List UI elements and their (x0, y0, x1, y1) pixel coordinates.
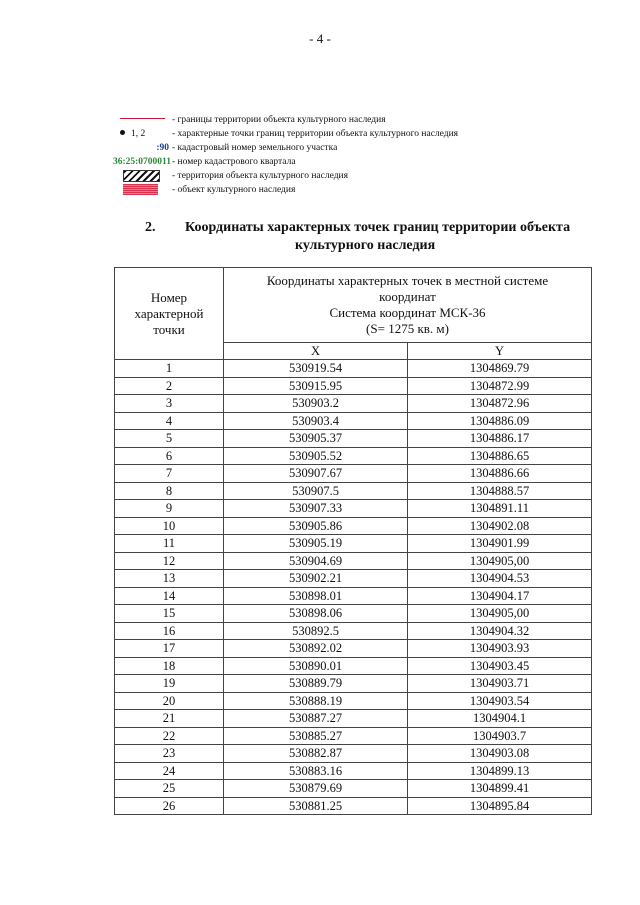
table-row (115, 587, 592, 605)
y-cell: 1304903.08 (408, 745, 592, 763)
point-marker-icon: 1, 2 (120, 127, 145, 141)
table-row (115, 762, 592, 780)
x-cell: 530905.19 (224, 535, 408, 553)
x-cell: 530903.2 (224, 395, 408, 413)
y-cell: 1304886.17 (408, 430, 592, 448)
point-number-cell: 26 (115, 797, 224, 815)
x-cell: 530892.02 (224, 640, 408, 658)
table-row (115, 570, 592, 588)
x-cell: 530907.67 (224, 465, 408, 483)
object-fill-icon (123, 184, 158, 195)
table-row (115, 622, 592, 640)
table-row (115, 780, 592, 798)
header-point-number: Номер характерной точки (115, 268, 224, 360)
x-cell: 530915.95 (224, 377, 408, 395)
legend-parcel-text: - кадастровый номер земельного участка (172, 143, 338, 153)
x-cell: 530907.5 (224, 482, 408, 500)
point-number-cell: 11 (115, 535, 224, 553)
y-cell: 1304905,00 (408, 605, 592, 623)
point-number-cell: 3 (115, 395, 224, 413)
table-row (115, 745, 592, 763)
y-cell: 1304899.13 (408, 762, 592, 780)
point-number-cell: 17 (115, 640, 224, 658)
y-cell: 1304902.08 (408, 517, 592, 535)
y-cell: 1304903.54 (408, 692, 592, 710)
point-number-cell: 10 (115, 517, 224, 535)
section-title-line1: Координаты характерных точек границ территории объекта (185, 220, 571, 235)
point-number-cell: 13 (115, 570, 224, 588)
section-title-line2: культурного наследия (295, 238, 436, 253)
y-cell: 1304888.57 (408, 482, 592, 500)
y-cell: 1304872.99 (408, 377, 592, 395)
point-number-cell: 1 (115, 360, 224, 378)
x-cell: 530919.54 (224, 360, 408, 378)
point-number-cell: 14 (115, 587, 224, 605)
y-cell: 1304904.53 (408, 570, 592, 588)
quarter-symbol: 36:25:0700011 (112, 157, 171, 167)
y-cell: 1304903.7 (408, 727, 592, 745)
x-cell: 530905.86 (224, 517, 408, 535)
y-cell: 1304886.65 (408, 447, 592, 465)
table-body (115, 360, 592, 815)
x-cell: 530905.52 (224, 447, 408, 465)
table-row (115, 727, 592, 745)
point-number-cell: 12 (115, 552, 224, 570)
table-row (115, 412, 592, 430)
x-cell: 530898.01 (224, 587, 408, 605)
x-cell: 530907.33 (224, 500, 408, 518)
x-cell: 530887.27 (224, 710, 408, 728)
table-row (115, 447, 592, 465)
table-row (115, 692, 592, 710)
page-number: - 4 - (309, 31, 331, 46)
table-row (115, 657, 592, 675)
x-cell: 530898.06 (224, 605, 408, 623)
y-cell: 1304895.84 (408, 797, 592, 815)
point-number-cell: 19 (115, 675, 224, 693)
boundary-line-icon (120, 118, 165, 119)
y-cell: 1304869.79 (408, 360, 592, 378)
x-cell: 530903.4 (224, 412, 408, 430)
point-number-cell: 15 (115, 605, 224, 623)
coordinates-table (114, 267, 592, 815)
point-number-cell: 7 (115, 465, 224, 483)
y-cell: 1304905,00 (408, 552, 592, 570)
y-cell: 1304872.96 (408, 395, 592, 413)
header-x: X (224, 343, 408, 360)
table-row (115, 710, 592, 728)
table-row (115, 675, 592, 693)
point-number-cell: 6 (115, 447, 224, 465)
y-cell: 1304899.41 (408, 780, 592, 798)
x-cell: 530889.79 (224, 675, 408, 693)
x-cell: 530882.87 (224, 745, 408, 763)
point-number-cell: 16 (115, 622, 224, 640)
point-number-cell: 20 (115, 692, 224, 710)
territory-hatch-icon (123, 170, 160, 182)
point-number-cell: 4 (115, 412, 224, 430)
point-number-cell: 9 (115, 500, 224, 518)
table-row (115, 430, 592, 448)
legend-boundary-text: - границы территории объекта культурного наследия (172, 115, 386, 125)
table-row (115, 360, 592, 378)
y-cell: 1304886.66 (408, 465, 592, 483)
x-cell: 530905.37 (224, 430, 408, 448)
x-cell: 530883.16 (224, 762, 408, 780)
x-cell: 530892.5 (224, 622, 408, 640)
point-number-cell: 25 (115, 780, 224, 798)
y-cell: 1304886.09 (408, 412, 592, 430)
x-cell: 530888.19 (224, 692, 408, 710)
table-row (115, 500, 592, 518)
y-cell: 1304903.93 (408, 640, 592, 658)
table-row (115, 482, 592, 500)
table-row (115, 517, 592, 535)
legend-points-text: - характерные точки границ территории объекта культурного наследия (172, 129, 459, 139)
x-cell: 530885.27 (224, 727, 408, 745)
point-number-cell: 18 (115, 657, 224, 675)
point-number-cell: 23 (115, 745, 224, 763)
legend-territory-text: - территория объекта культурного наследия (172, 171, 348, 181)
point-number-cell: 8 (115, 482, 224, 500)
x-cell: 530881.25 (224, 797, 408, 815)
parcel-symbol: :90 (156, 143, 169, 153)
x-cell: 530904.69 (224, 552, 408, 570)
point-number-cell: 2 (115, 377, 224, 395)
y-cell: 1304903.71 (408, 675, 592, 693)
x-cell: 530879.69 (224, 780, 408, 798)
point-number-cell: 5 (115, 430, 224, 448)
y-cell: 1304904.17 (408, 587, 592, 605)
table-row (115, 377, 592, 395)
x-cell: 530890.01 (224, 657, 408, 675)
point-number-cell: 24 (115, 762, 224, 780)
point-number-cell: 22 (115, 727, 224, 745)
table-row (115, 552, 592, 570)
point-number-cell: 21 (115, 710, 224, 728)
y-cell: 1304904.1 (408, 710, 592, 728)
table-row (115, 797, 592, 815)
table-row (115, 605, 592, 623)
table-row (115, 535, 592, 553)
header-coordinates: Координаты характерных точек в местной системе координат Система координат МСК-36 (S= 1275 кв. м) (224, 268, 592, 343)
table-row (115, 395, 592, 413)
header-y: Y (408, 343, 592, 360)
y-cell: 1304901.99 (408, 535, 592, 553)
x-cell: 530902.21 (224, 570, 408, 588)
legend-quarter-text: - номер кадастрового квартала (172, 157, 296, 167)
y-cell: 1304891.11 (408, 500, 592, 518)
section-number: 2. (145, 220, 156, 235)
legend-object-text: - объект культурного наследия (172, 185, 296, 195)
y-cell: 1304904.32 (408, 622, 592, 640)
table-row (115, 640, 592, 658)
table-row (115, 465, 592, 483)
y-cell: 1304903.45 (408, 657, 592, 675)
